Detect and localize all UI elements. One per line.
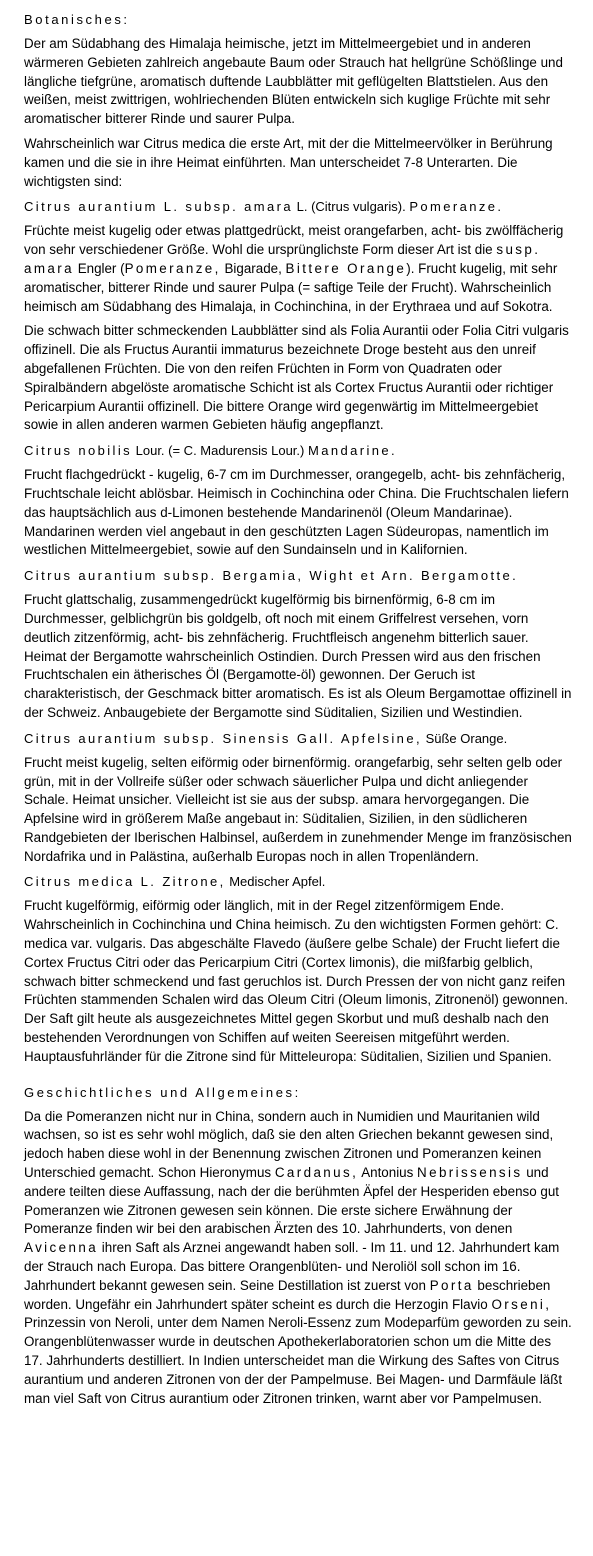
species-common-name: Medischer Apfel. — [225, 874, 326, 890]
species-name: Citrus nobilis — [24, 443, 133, 459]
text-run: ). Frucht kugelig, mit sehr aromatischer, bitterer Rinde und saurer Pulpa (= saftige Teile der Frucht). Wahrscheinlich heimisch am Südabhang des Himalaja, in Cochinchina, in der Erythraea und auf Sokotra. — [24, 260, 558, 314]
paragraph-bergamia: Frucht glattschalig, zusammengedrückt kugelförmig bis birnenförmig, 6-8 cm im Durchmesser, gelblichgrün bis goldgelb, oft noch mit einem Griffelrest versehen, vorn deutlich zitzenförmig, acht- bis zehnfächerig. Fruchtfleisch angenehm bitterlich sauer. Heimat der Bergamotte wahrscheinlich Ostindien. Durch Pressen wird aus den frischen Fruchtschalen ein ätherisches Öl (Bergamotte-öl) gewonnen. Der Geruch ist charakteristisch, der Geschmack bitter aromatisch. Es ist als Oleum Bergamottae offizinell in der Schweiz. Anbaugebiete der Bergamotte sind Süditalien, Sizilien und Westindien. — [24, 592, 572, 720]
text-run: und andere teilten diese Auffassung, nach der die berühmten Äpfel der Hesperiden ebenso gut Pomeranzen wie Zitronen gewesen sein können. Die erste sichere Erwähnung der Pomeranze finden wir bei den arabischen Ärzten des 10. Jahrhunderts, von denen — [24, 1165, 560, 1237]
text-run: beschrieben worden. Ungefähr ein Jahrhundert später scheint es durch die Herzogin Flavio — [24, 1277, 551, 1312]
person-name: Cardanus, — [274, 1165, 359, 1181]
species-heading-medica — [24, 872, 572, 891]
person-name: Porta — [429, 1277, 474, 1293]
section-heading-geschichte: Geschichtliches und Allgemeines: — [24, 1084, 301, 1100]
text-run: Prinzessin von Neroli, unter dem Namen Neroli-Essenz zum Modeparfüm geworden zu sein. Orangenblütenwasser wurde in deutschen Apothekerlaboratorien schon um die Mitte des 17. Jahrhunderts destilliert. In Indien unterscheidet man die Wirkung des Saftes von Citrus aurantium und anderen Zitronen von der der Pampelmuse. Bei Magen- und Darmfäule läßt man viel Saft von Citrus aurantium oder Zitronen trinken, warnt aber vor Pampelmusen. — [24, 1315, 572, 1406]
species-common-name: Pomeranze. — [409, 199, 504, 215]
species-name: Citrus aurantium L. subsp. amara — [24, 199, 293, 215]
paragraph-intro-2: Wahrscheinlich war Citrus medica die erste Art, mit der die Mittelmeervölker in Berührung kamen und die sie in ihre Heimat einführten. Man unterscheidet 7-8 Unterarten. Die wichtigsten sind: — [24, 135, 553, 189]
paragraph-nobilis: Frucht flachgedrückt - kugelig, 6-7 cm im Durchmesser, orangegelb, acht- bis zehnfächerig, Fruchtschale leicht ablösbar. Heimisch in Cochinchina oder China. Die Fruchtschalen liefern das hauptsächlich aus d-Limonen bestehende Mandarinenöl (Oleum Mandarinae). Mandarinen werden viel angebaut in den geschützten Lagen Südeuropas, namentlich im westlichen Mittelmeergebiet, sowie auf den Sundainseln und in Kalifornien. — [24, 467, 569, 558]
species-name: Citrus aurantium subsp. Bergamia, Wight et Arn. Bergamotte. — [24, 568, 519, 584]
species-name: Citrus aurantium subsp. Sinensis Gall. Apfelsine, — [24, 730, 422, 746]
species-common-name: Süße Orange. — [421, 730, 508, 746]
text-run: Engler ( — [73, 260, 125, 276]
species-heading-nobilis — [24, 441, 572, 460]
text-run: Früchte meist kugelig oder etwas plattgedrückt, meist orangefarben, acht- bis zwölffächerig von sehr verschiedener Größe. Wohl die ursprünglichste Form dieser Art ist die — [24, 223, 564, 258]
text-run: Antonius — [358, 1165, 418, 1181]
person-name: Avicenna — [24, 1240, 99, 1256]
species-heading-amara — [24, 197, 572, 216]
species-author: Lour. (= C. Madurensis Lour.) — [132, 443, 308, 459]
spaced-term: susp. amara — [24, 242, 541, 276]
text-run: Bigarade, — [220, 260, 286, 276]
species-author: L. (Citrus vulgaris). — [293, 199, 410, 215]
spaced-term: Pomeranze, — [124, 260, 221, 276]
paragraph-amara-1 — [24, 222, 572, 316]
species-common-name: Mandarine. — [307, 443, 398, 459]
person-name: Nebrissensis — [417, 1165, 523, 1181]
species-heading-sinensis — [24, 729, 572, 748]
paragraph-amara-2: Die schwach bitter schmeckenden Laubblätter sind als Folia Aurantii oder Folia Citri vulgaris offizinell. Die als Fructus Aurantii immaturus bezeichnete Droge besteht aus den unreif abgefallenen Früchten. Die von den reifen Früchten in Form von Quadraten oder Spiralbändern abgelöste aromatische Schicht ist als Cortex Fructus Aurantii oder richtiger Pericarpium Aurantii offizinell. Die bittere Orange wird gegenwärtig im Mittelmeergebiet sowie in allen anderen warmen Gebieten häufig angepflanzt. — [24, 323, 569, 433]
section-heading-botanisches: Botanisches: — [24, 12, 130, 27]
text-run: Da die Pomeranzen nicht nur in China, sondern auch in Numidien und Mauritanien wild wachsen, so ist es sehr wohl möglich, daß sie den alten Griechen bekannt gewesen sind, jedoch haben diese wohl in der Benennung zwischen Zitronen und Pomeranzen keinen Unterschied gemacht. Schon Hieronymus — [24, 1108, 554, 1181]
paragraph-intro-1: Der am Südabhang des Himalaja heimische, jetzt im Mittelmeergebiet und in anderen wärmeren Gebieten zahlreich angebaute Baum oder Strauch hat hellgrüne Schößlinge und längliche tiefgrüne, aromatisch duftende Laubblätter mit geflügelten Blattstielen. Aus den weißen, meist zwittrigen, wohlriechenden Blüten entwickeln sich kuglige Früchte mit sehr aromatischer bitterer Rinde und saurer Pulpa. — [24, 36, 563, 127]
paragraph-geschichte — [24, 1108, 572, 1409]
species-name: Citrus medica L. Zitrone, — [24, 874, 226, 890]
person-name: Orseni, — [491, 1296, 552, 1312]
paragraph-sinensis: Frucht meist kugelig, selten eiförmig oder birnenförmig. orangefarbig, sehr selten gelb oder grün, mit in der Vollreife süßer oder schwach säuerlicher Pulpa und dicht anliegender Schale. Heimat unsicher. Vielleicht ist sie aus der subsp. amara hervorgegangen. Die Apfelsine wird in größerem Maße angebaut in: Süditalien, Sizilien, in den südlicheren Randgebieten der Iberischen Halbinsel, außerdem in zunehmender Menge im französischen Nordafrika und in Palästina, außerhalb Europas noch in allen Tropenländern. — [24, 754, 572, 864]
species-heading-bergamia — [24, 566, 572, 585]
paragraph-medica: Frucht kugelförmig, eiförmig oder länglich, mit in der Regel zitzenförmigem Ende. Wahrscheinlich in Cochinchina und China heimisch. Zu den wichtigsten Formen gehört: C. medica var. vulgaris. Das abgeschälte Flavedo (äußere gelbe Schale) der Frucht liefert die Cortex Fructus Citri oder das Pericarpium Citri (Cortex limonis), die mißfarbig gelblich, schwach bitter schmeckend und fast geruchlos ist. Durch Pressen der von nicht ganz reifen Früchten stammenden Schalen wird das Oleum Citri (Oleum limonis, Zitronenöl) gewonnen. Der Saft gilt heute als ausgezeichnetes Mittel gegen Skorbut und muß deshalb nach den bestehenden Verordnungen von Schiffen auf weiten Seereisen mitgeführt werden. Hauptausfuhrländer für die Zitrone sind für Mitteleuropa: Süditalien, Sizilien und Spanien. — [24, 898, 569, 1064]
text-run: ihren Saft als Arznei angewandt haben soll. - Im 11. und 12. Jahrhundert kam der Strauch nach Europa. Das bittere Orangenblüten- und Neroliöl soll schon im 16. Jahrhundert bekannt gewesen sein. Seine Destillation ist zuerst von — [24, 1240, 560, 1293]
spaced-term: Bittere Orange — [285, 260, 407, 276]
